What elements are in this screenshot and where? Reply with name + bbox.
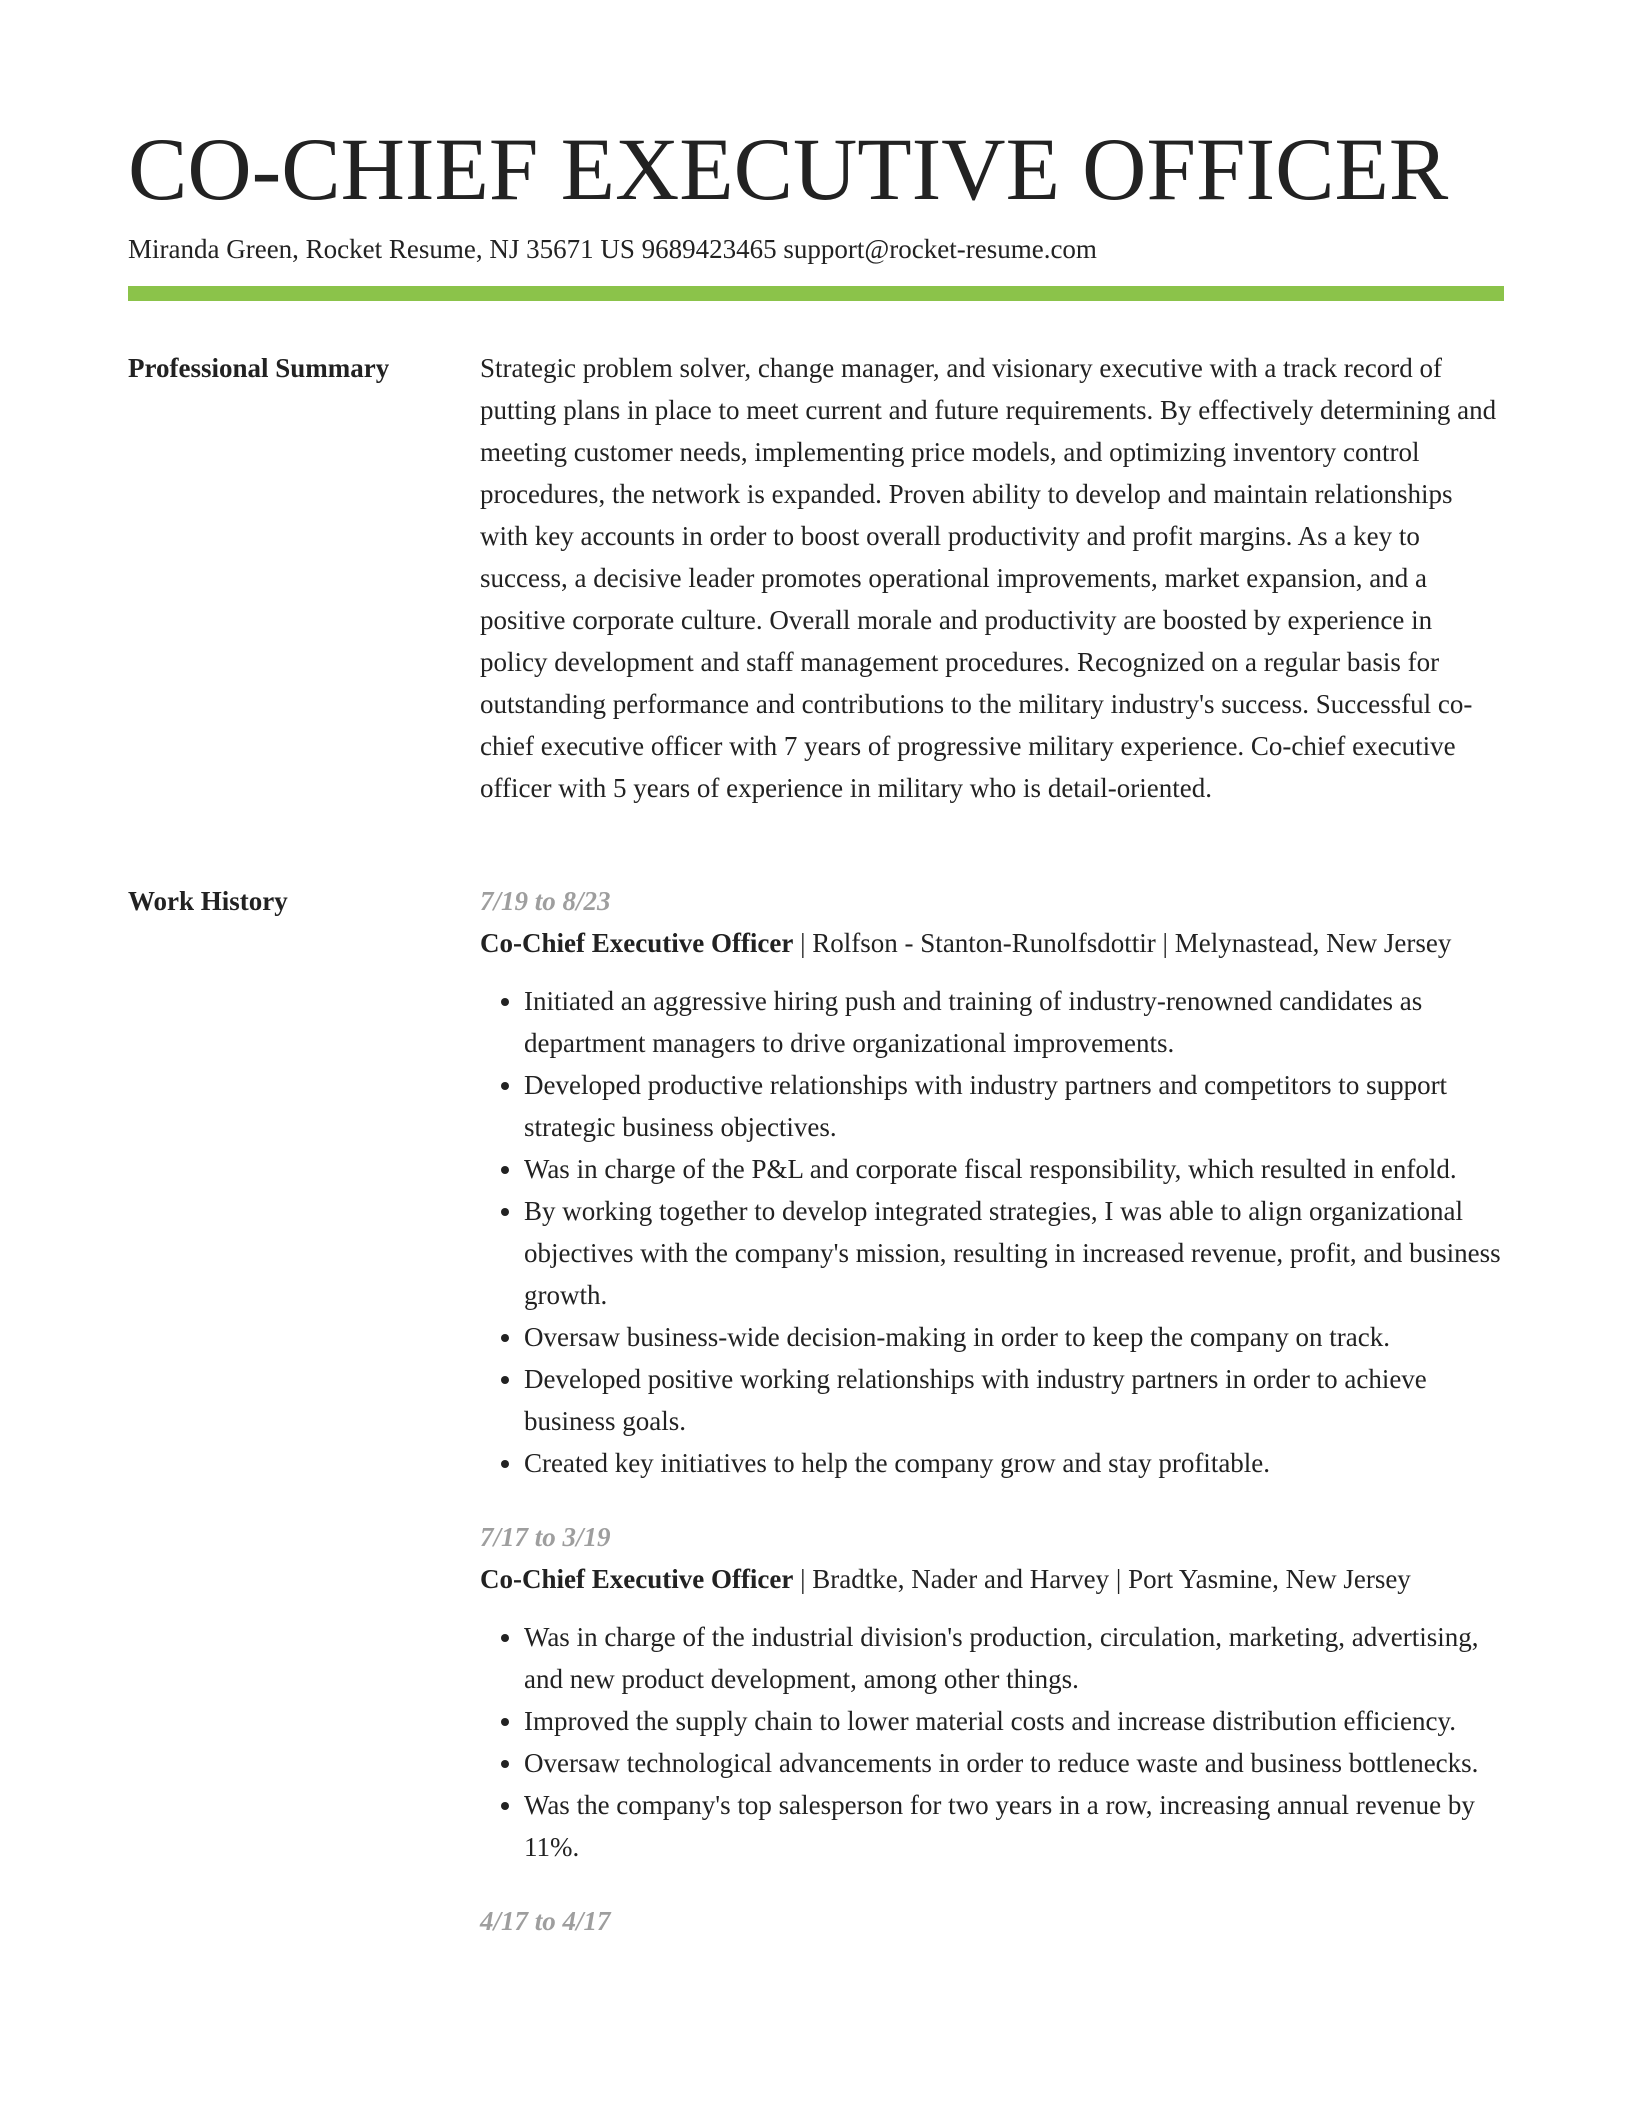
contact-line: Miranda Green, Rocket Resume, NJ 35671 US 9689423465 support@rocket-resume.com bbox=[128, 234, 1097, 264]
job-bullet: • Improved the supply chain to lower material costs and increase distribution efficiency. bbox=[524, 1700, 1504, 1742]
job-dates: 7/17 to 3/19 bbox=[480, 1522, 611, 1552]
job-bullet: • Developed positive working relationships with industry partners in order to achieve business goals. bbox=[524, 1358, 1504, 1442]
job-bullet: • Initiated an aggressive hiring push and training of industry-renowned candidates as department managers to drive organizational improvements. bbox=[524, 980, 1504, 1064]
job-dates: 4/17 to 4/17 bbox=[480, 1906, 611, 1936]
section-label-summary: Professional Summary bbox=[128, 353, 390, 383]
section-label-work-history: Work History bbox=[128, 886, 288, 916]
job-bullets bbox=[480, 1616, 1504, 1868]
job-bullet: • Was in charge of the industrial division's production, circulation, marketing, advertising, and new product development, among other things. bbox=[524, 1616, 1504, 1700]
resume-title: CO-CHIEF EXECUTIVE OFFICER bbox=[128, 121, 1449, 219]
job-bullet: • Was in charge of the P&L and corporate fiscal responsibility, which resulted in enfold. bbox=[524, 1148, 1504, 1190]
job-bullets bbox=[480, 980, 1504, 1484]
job-entry bbox=[480, 880, 1504, 1484]
job-heading bbox=[480, 922, 1504, 964]
job-title: Co-Chief Executive Officer bbox=[480, 1564, 794, 1594]
job-details: | Bradtke, Nader and Harvey | Port Yasmine, New Jersey bbox=[793, 1564, 1411, 1594]
job-heading bbox=[480, 1558, 1504, 1600]
summary-text: Strategic problem solver, change manager, and visionary executive with a track record of putting plans in place to meet current and future requirements. By effectively determining and meeting customer needs, implementing price models, and optimizing inventory control procedures, the network is expanded. Proven ability to develop and maintain relationships with key accounts in order to boost overall productivity and profit margins. As a key to success, a decisive leader promotes operational improvements, market expansion, and a positive corporate culture. Overall morale and productivity are boosted by experience in policy development and staff management procedures. Recognized on a regular basis for outstanding performance and contributions to the military industry's success. Successful co-chief executive officer with 7 years of progressive military experience. Co-chief executive officer with 5 years of experience in military who is detail-oriented. bbox=[480, 353, 1497, 803]
job-entry bbox=[480, 1900, 1504, 1942]
summary-content bbox=[480, 347, 1504, 809]
job-title: Co-Chief Executive Officer bbox=[480, 928, 794, 958]
work-history-content bbox=[480, 880, 1504, 1942]
job-bullet: • Developed productive relationships with industry partners and competitors to support strategic business objectives. bbox=[524, 1064, 1504, 1148]
job-entry bbox=[480, 1516, 1504, 1868]
header-divider bbox=[128, 286, 1504, 301]
job-bullet: • Was the company's top salesperson for two years in a row, increasing annual revenue by 11%. bbox=[524, 1784, 1504, 1868]
job-bullet: • Oversaw business-wide decision-making in order to keep the company on track. bbox=[524, 1316, 1504, 1358]
job-dates: 7/19 to 8/23 bbox=[480, 886, 611, 916]
job-bullet: • Created key initiatives to help the company grow and stay profitable. bbox=[524, 1442, 1504, 1484]
job-details: | Rolfson - Stanton-Runolfsdottir | Melynastead, New Jersey bbox=[793, 928, 1452, 958]
job-bullet: • Oversaw technological advancements in order to reduce waste and business bottlenecks. bbox=[524, 1742, 1504, 1784]
job-bullet: • By working together to develop integrated strategies, I was able to align organizational objectives with the company's mission, resulting in increased revenue, profit, and business growth. bbox=[524, 1190, 1504, 1316]
